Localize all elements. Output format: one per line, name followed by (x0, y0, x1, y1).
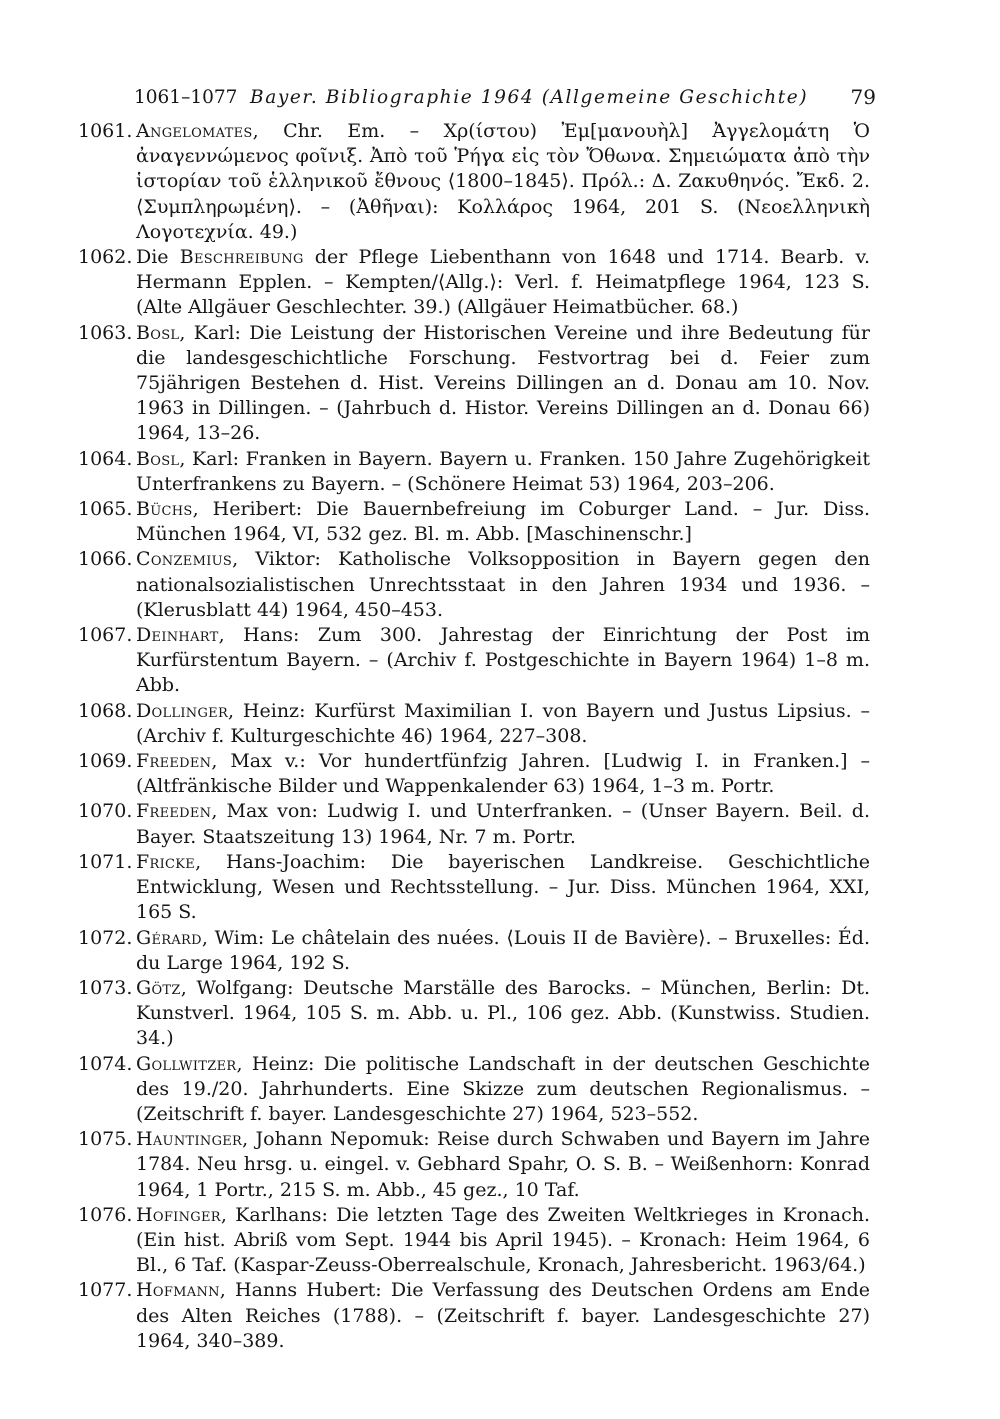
entry-author: Beschreibung (179, 246, 304, 269)
entry-author: Hofmann (136, 1279, 220, 1302)
bib-entry (0, 926, 1000, 976)
entry-author: Angelomates (136, 120, 253, 142)
entry-number: 1066. (78, 548, 133, 571)
entry-text (136, 1127, 870, 1203)
entry-number: 1070. (78, 800, 133, 823)
entry-body: , Wim: Le châtelain des nuées. ⟨Louis II de Bavière⟩. – Bruxelles: Éd. du Large 1964, 192 S. (136, 926, 870, 974)
entry-body: , Max von: Ludwig I. und Unterfranken. – (Unser Bayern. Beil. d. Bayer. Staatszeitung 13) 1964, Nr. 7 m. Portr. (136, 800, 870, 848)
entry-body: , Heribert: Die Bauernbefreiung im Coburger Land. – Jur. Diss. München 1964, VI, 532 gez. Bl. m. Abb. [Maschinenschr.] (136, 498, 870, 546)
entry-number: 1061. (78, 120, 133, 142)
entry-author: Freeden (136, 800, 212, 823)
entry-number: 1062. (78, 246, 133, 269)
entry-number: 1069. (78, 750, 133, 773)
entry-text (136, 119, 870, 245)
entry-number: 1067. (78, 624, 133, 647)
entry-text (136, 1278, 870, 1354)
bib-entry (0, 976, 1000, 1052)
bib-entry (0, 749, 1000, 799)
entry-body: , Viktor: Katholische Volksopposition in Bayern gegen den nationalsozialistischen Unrechtsstaat in den Jahren 1934 und 1936. – (Klerusblatt 44) 1964, 450–453. (136, 548, 870, 621)
entry-text (136, 497, 870, 547)
bib-entry (0, 321, 1000, 447)
entry-author: Freeden (136, 750, 212, 773)
entry-number: 1075. (78, 1128, 133, 1151)
entry-body: , Chr. Em. – Χρ(ίστου) Ἐμ[μανουὴλ] Ἀγγελομάτη Ὁ ἀναγεννώμενος φοῖνιξ. Ἀπὸ τοῦ Ῥήγα εἰς τὸν Ὄθωνα. Σημειώματα ἀπὸ τὴν ἱστορίαν τοῦ ἑλληνικοῦ ἔθνους ⟨1800–1845⟩. Πρόλ.: Δ. Ζακυθηνός. Ἔκδ. 2. ⟨Συμπληρωμένη⟩. – (Ἀθῆναι): Κολλάρος 1964, 201 S. (Νεοελληνικὴ Λογοτεχνία. 49.) (136, 120, 870, 243)
entry-prefix: Die (136, 246, 180, 269)
entry-text (136, 749, 870, 799)
entry-body: , Johann Nepomuk: Reise durch Schwaben und Bayern im Jahre 1784. Neu hrsg. u. eingel. v. Gebhard Spahr, O. S. B. – Weißenhorn: Konrad 1964, 1 Portr., 215 S. m. Abb., 45 gez., 10 Taf. (136, 1128, 870, 1201)
entry-text (136, 799, 870, 849)
bib-entry (0, 1052, 1000, 1128)
entry-author: Hofinger (136, 1203, 221, 1226)
bib-entry (0, 1278, 1000, 1354)
entry-number: 1072. (78, 926, 133, 949)
running-header (134, 85, 876, 115)
bibliography-list (0, 119, 1000, 1354)
entry-author: Bosl (136, 321, 180, 344)
entry-number: 1064. (78, 447, 133, 470)
entry-body: , Karlhans: Die letzten Tage des Zweiten Weltkrieges in Kronach. (Ein hist. Abriß vom Sept. 1944 bis April 1945). – Kronach: Heim 1964, 6 Bl., 6 Taf. (Kaspar-Zeuss-Oberrealschule, Kronach, Jahresbericht. 1963/64.) (136, 1203, 870, 1277)
entry-body: , Hans-Joachim: Die bayerischen Landkreise. Geschichtliche Entwicklung, Wesen und Rechtsstellung. – Jur. Diss. München 1964, XXI, 165 S. (136, 850, 870, 924)
entry-text (136, 321, 870, 447)
entry-number: 1068. (78, 699, 133, 722)
entry-body: der Pflege Liebenthann von 1648 und 1714. Bearb. v. Hermann Epplen. – Kempten/⟨Allg.⟩: Verl. f. Heimatpflege 1964, 123 S. (Alte Allgäuer Geschlechter. 39.) (Allgäuer Heimatbücher. 68.) (136, 246, 871, 319)
entry-text (136, 926, 870, 976)
entry-text (136, 245, 870, 321)
bib-entry (0, 547, 1000, 623)
entry-range: 1061–1077 (134, 87, 238, 108)
page-number: 79 (850, 85, 876, 109)
entry-text (136, 850, 870, 926)
entry-author: Bosl (136, 447, 180, 470)
bib-entry (0, 497, 1000, 547)
bib-entry (0, 1127, 1000, 1203)
entry-author: Conzemius (136, 548, 233, 571)
entry-number: 1065. (78, 498, 133, 521)
bib-entry (0, 1203, 1000, 1279)
bib-entry (0, 850, 1000, 926)
bib-entry (0, 245, 1000, 321)
entry-body: , Hanns Hubert: Die Verfassung des Deutschen Ordens am Ende des Alten Reiches (1788). – (Zeitschrift f. bayer. Landesgeschichte 27) 1964, 340–389. (136, 1279, 870, 1352)
entry-number: 1077. (78, 1279, 133, 1302)
entry-body: , Karl: Franken in Bayern. Bayern u. Franken. 150 Jahre Zugehörigkeit Unterfrankens zu Bayern. – (Schönere Heimat 53) 1964, 203–206. (136, 447, 870, 495)
entry-text (136, 699, 870, 749)
entry-text (136, 547, 870, 623)
bib-entry (0, 699, 1000, 749)
entry-author: Gérard (136, 926, 202, 949)
entry-text (136, 976, 870, 1052)
entry-body: , Wolfgang: Deutsche Marställe des Barocks. – München, Berlin: Dt. Kunstverl. 1964, 105 S. m. Abb. u. Pl., 106 gez. Abb. (Kunstwiss. Studien. 34.) (136, 976, 870, 1050)
entry-body: , Max v.: Vor hundertfünfzig Jahren. [Ludwig I. in Franken.] – (Altfränkische Bilder und Wappenkalender 63) 1964, 1–3 m. Portr. (136, 750, 870, 798)
entry-author: Götz (136, 976, 181, 999)
bib-entry (0, 799, 1000, 849)
entry-body: , Heinz: Kurfürst Maximilian I. von Bayern und Justus Lipsius. – (Archiv f. Kulturgeschichte 46) 1964, 227–308. (136, 699, 870, 747)
bib-entry (0, 447, 1000, 497)
entry-body: , Karl: Die Leistung der Historischen Vereine und ihre Bedeutung für die landesgeschichtliche Forschung. Festvortrag bei d. Feier zum 75jährigen Bestehen d. Hist. Vereins Dillingen an d. Donau am 10. Nov. 1963 in Dillingen. – (Jahrbuch d. Histor. Vereins Dillingen an d. Donau 66) 1964, 13–26. (136, 321, 870, 445)
entry-text (136, 1052, 870, 1128)
entry-text (136, 623, 870, 699)
entry-body: , Heinz: Die politische Landschaft in der deutschen Geschichte des 19./20. Jahrhunderts. Eine Skizze zum deutschen Regionalismus. – (Zeitschrift f. bayer. Landesgeschichte 27) 1964, 523–552. (136, 1052, 870, 1125)
entry-author: Dollinger (136, 699, 229, 722)
entry-author: Fricke (136, 850, 196, 873)
entry-text (136, 447, 870, 497)
entry-body: , Hans: Zum 300. Jahrestag der Einrichtung der Post im Kurfürstentum Bayern. – (Archiv f. Postgeschichte in Bayern 1964) 1–8 m. Abb. (136, 624, 870, 697)
entry-author: Hauntinger (136, 1128, 243, 1151)
entry-number: 1076. (78, 1203, 133, 1226)
bib-entry (0, 119, 1000, 245)
entry-number: 1063. (78, 321, 133, 344)
bib-entry (0, 623, 1000, 699)
entry-author: Gollwitzer (136, 1052, 237, 1075)
entry-number: 1071. (78, 850, 133, 873)
running-title: Bayer. Bibliographie 1964 (Allgemeine Geschichte) (250, 87, 809, 108)
entry-author: Büchs (136, 498, 193, 521)
entry-text (136, 1203, 870, 1279)
entry-author: Deinhart (136, 624, 219, 647)
entry-number: 1073. (78, 976, 133, 999)
entry-number: 1074. (78, 1052, 133, 1075)
